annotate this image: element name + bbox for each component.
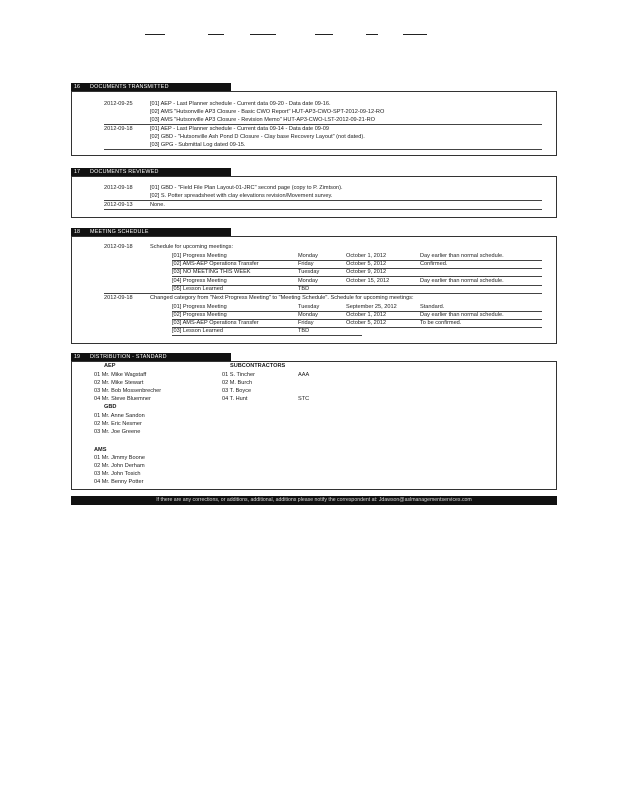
meeting-day: Friday — [298, 320, 314, 326]
meeting-day: TBD — [298, 328, 310, 334]
row-divider — [172, 285, 542, 286]
section-number: 17 — [74, 169, 80, 175]
distribution-name: 03 Mr. John Tosich — [94, 471, 141, 477]
distribution-name: 02 Mr. John Derham — [94, 463, 145, 469]
meeting-day: Friday — [298, 261, 314, 267]
distribution-name: 01 Mr. Anne Sandon — [94, 413, 145, 419]
meeting-day: Tuesday — [298, 269, 320, 275]
distribution-name: 04 Mr. Steve Bluemner — [94, 396, 151, 402]
section-number: 19 — [74, 354, 80, 360]
row-divider — [104, 124, 542, 125]
row-divider — [172, 327, 542, 328]
group-heading-aep: AEP — [104, 363, 116, 369]
meeting-item: [01] Progress Meeting — [172, 304, 227, 310]
meeting-date: October 1, 2012 — [346, 312, 387, 318]
meeting-remark: Day earlier than normal schedule. — [420, 312, 504, 318]
subcontractor-name: 01 S. Tincher — [222, 372, 255, 378]
entry-date: 2012-09-18 — [104, 244, 133, 250]
row-divider — [172, 276, 542, 277]
row-divider — [104, 200, 542, 201]
section-title: DOCUMENTS REVIEWED — [90, 169, 159, 175]
distribution-name: 01 Mr. Jimmy Boone — [94, 455, 145, 461]
document-item: [03] GPG - Submittal Log dated 09-15. — [150, 142, 246, 148]
meeting-item: [02] Progress Meeting — [172, 312, 227, 318]
top-rule — [145, 34, 165, 35]
meeting-day: Monday — [298, 312, 318, 318]
row-divider — [104, 209, 542, 210]
meeting-date: October 1, 2012 — [346, 253, 387, 259]
row-divider — [104, 149, 542, 150]
subcontractor-company: AAA — [298, 372, 310, 378]
section-header-documents-reviewed — [71, 168, 231, 176]
document-item: [02] AMS "Hutsonville AP3 Closure - Basic CWO Report" HUT-AP3-CWO-SPT-2012-09-12-RO — [150, 109, 385, 115]
subcontractor-company: STC — [298, 396, 310, 402]
meeting-item: [03] Lesson Learned — [172, 328, 224, 334]
row-divider — [172, 335, 362, 336]
meeting-date: October 5, 2012 — [346, 320, 387, 326]
meeting-item: [02] AMS-AEP Operations Transfer — [172, 261, 259, 267]
meeting-day: TBD — [298, 286, 310, 292]
top-rule — [366, 34, 378, 35]
meeting-item: [03] NO MEETING THIS WEEK — [172, 269, 251, 275]
meeting-day: Monday — [298, 253, 318, 259]
meeting-remark: Day earlier than normal schedule. — [420, 278, 504, 284]
document-item: [02] GBD - "Hutsonville Ash Pond D Closure - Clay base Recovery Layout" (not dated). — [150, 134, 365, 140]
meeting-remark: Day earlier than normal schedule. — [420, 253, 504, 259]
subcontractor-name: 03 T. Boyce — [222, 388, 252, 394]
meeting-remark: To be confirmed. — [420, 320, 462, 326]
top-rule — [315, 34, 333, 35]
entry-date: 2012-09-18 — [104, 126, 133, 132]
meeting-date: October 9, 2012 — [346, 269, 387, 275]
meeting-date: October 5, 2012 — [346, 261, 387, 267]
meeting-remark: Standard. — [420, 304, 445, 310]
entry-date: 2012-09-13 — [104, 202, 133, 208]
section-title: DISTRIBUTION - STANDARD — [90, 354, 167, 360]
subcontractor-name: 02 M. Burch — [222, 380, 253, 386]
meeting-date: October 15, 2012 — [346, 278, 390, 284]
distribution-name: 04 Mr. Benny Potter — [94, 479, 144, 485]
section-header-meeting-schedule — [71, 228, 231, 236]
entry-note: Changed category from "Next Progress Meeting" to "Meeting Schedule". Schedule for upcoming meetings: — [150, 295, 414, 301]
section-title: DOCUMENTS TRANSMITTED — [90, 84, 169, 90]
section-number: 16 — [74, 84, 80, 90]
meeting-item: [05] Lesson Learned — [172, 286, 224, 292]
distribution-name: 01 Mr. Mike Wagstaff — [94, 372, 147, 378]
distribution-name: 02 Mr. Mike Stewart — [94, 380, 144, 386]
footer-notice: If there are any corrections, or additions, additional, additions please notify the correspondent at: Jdawson@aslmanagementservices.com — [71, 496, 557, 505]
section-header-distribution — [71, 353, 231, 361]
meeting-day: Tuesday — [298, 304, 320, 310]
meeting-item: [01] Progress Meeting — [172, 253, 227, 259]
entry-date: 2012-09-18 — [104, 295, 133, 301]
meeting-item: [03] AMS-AEP Operations Transfer — [172, 320, 259, 326]
distribution-name: 03 Mr. Joe Greene — [94, 429, 141, 435]
meeting-item: [04] Progress Meeting — [172, 278, 227, 284]
section-number: 18 — [74, 229, 80, 235]
top-rule — [250, 34, 276, 35]
section-title: MEETING SCHEDULE — [90, 229, 149, 235]
document-item: [01] AEP - Last Planner schedule - Current data 09-14 - Data date 09-09 — [150, 126, 330, 132]
row-divider — [104, 293, 542, 294]
top-rule — [208, 34, 224, 35]
section-header-documents-transmitted — [71, 83, 231, 91]
meeting-remark: Confirmed. — [420, 261, 448, 267]
entry-date: 2012-09-25 — [104, 101, 133, 107]
distribution-name: 02 Mr. Eric Nesmer — [94, 421, 142, 427]
entry-note: Schedule for upcoming meetings: — [150, 244, 234, 250]
group-heading-subcontractors: SUBCONTRACTORS — [230, 363, 286, 369]
document-item: [03] AMS "Hutsonville AP3 Closure - Revision Memo" HUT-AP3-CWO-LST-2012-09-21-RO — [150, 117, 375, 123]
document-item: [01] GBD - "Field File Plan Layout-01-JRC" second page (copy to P. Zimtson). — [150, 185, 343, 191]
document-item: [01] AEP - Last Planner schedule - Current data 09-20 - Data date 09-16. — [150, 101, 331, 107]
top-rule — [403, 34, 427, 35]
meeting-day: Monday — [298, 278, 318, 284]
section-distribution — [71, 361, 557, 490]
distribution-name: 03 Mr. Bob Mossenbrecher — [94, 388, 162, 394]
group-heading-gbd: GBD — [104, 404, 117, 410]
meeting-date: September 25, 2012 — [346, 304, 397, 310]
entry-date: 2012-09-18 — [104, 185, 133, 191]
group-heading-ams: AMS — [94, 447, 107, 453]
document-item: None. — [150, 202, 165, 208]
subcontractor-name: 04 T. Hunt — [222, 396, 248, 402]
document-item: [02] S. Potter spreadsheet with clay elevations revision/Movement survey. — [150, 193, 333, 199]
